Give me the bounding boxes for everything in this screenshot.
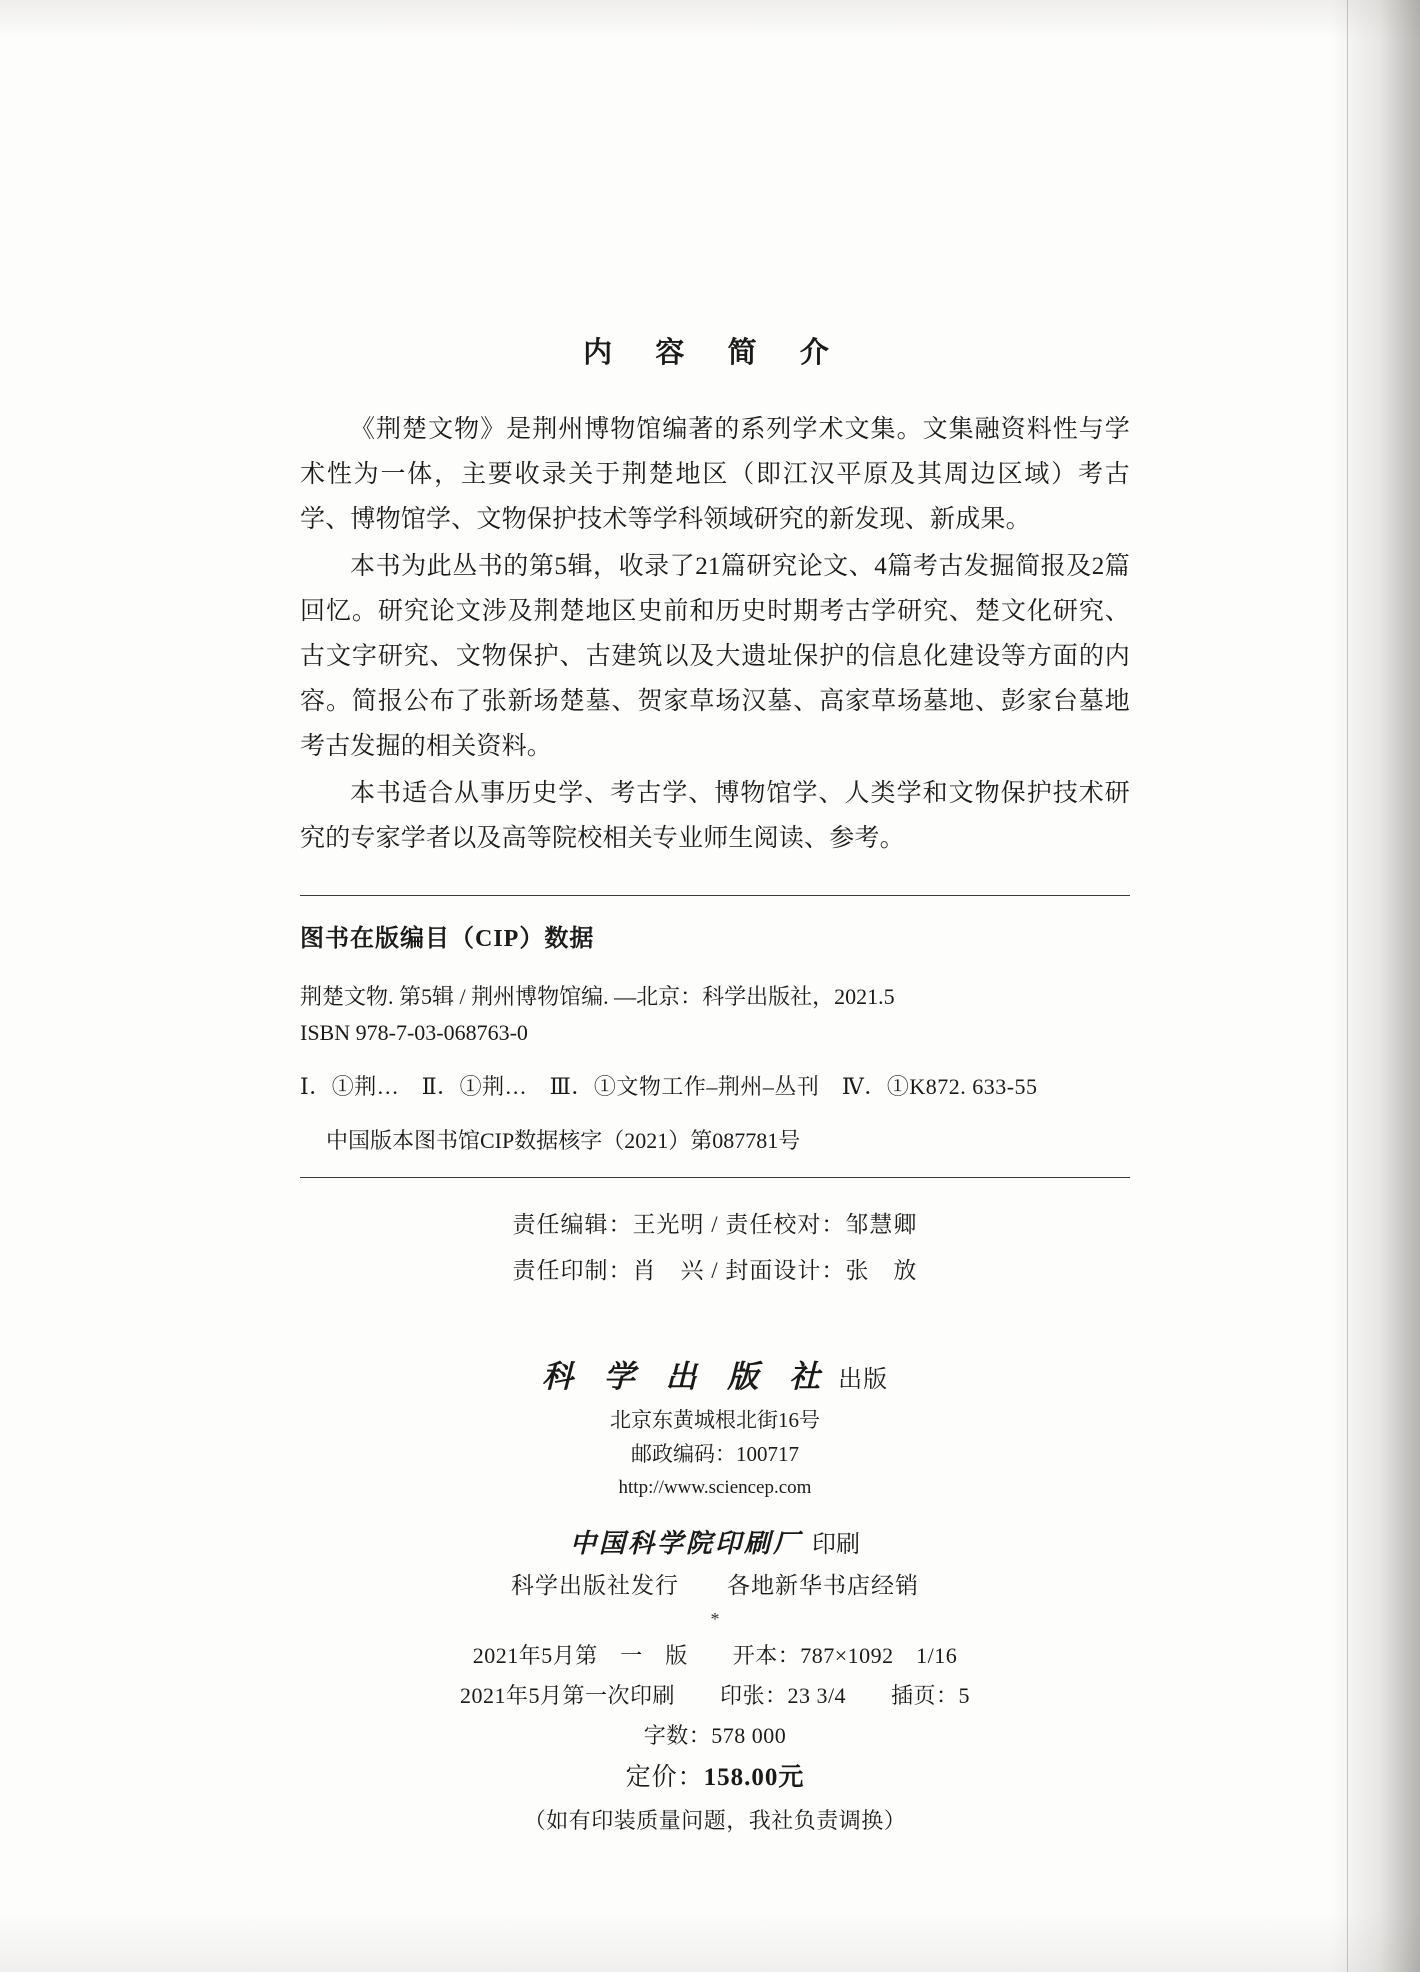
summary-paragraph-1: 《荆楚文物》是荆州博物馆编著的系列学术文集。文集融资料性与学术性为一体，主要收录关于荆楚地区（即江汉平原及其周边区域）考古学、博物馆学、文物保护技术等学科领域研究的新发现、新成果。	[300, 416, 1130, 533]
publisher-address: 北京东黄城根北街16号	[610, 1408, 820, 1432]
summary-paragraph-2: 本书为此丛书的第5辑，收录了21篇研究论文、4篇考古发掘简报及2篇回忆。研究论文涉及荆楚地区史前和历史时期考古学研究、楚文化研究、古文字研究、文物保护、古建筑以及大遗址保护的信息化建设等方面的内容。简报公布了张新场楚墓、贺家草场汉墓、高家草场墓地、彭家台墓地考古发掘的相关资料。	[300, 553, 1130, 760]
price-line	[300, 1756, 1130, 1800]
imprint-edition-line: 2021年5月第 一 版 开本：787×1092 1/16	[472, 1643, 958, 1668]
staff-line-editor: 责任编辑：王光明 / 责任校对：邹慧卿	[512, 1212, 918, 1237]
imprint-wordcount-line: 字数：578 000	[643, 1723, 787, 1748]
scan-right-edge-shadow	[1330, 0, 1420, 1972]
separator-star: *	[710, 1609, 720, 1629]
page-content	[300, 330, 1130, 1842]
cip-heading: 图书在版编目（CIP）数据	[300, 926, 595, 952]
publisher-postcode: 邮政编码：100717	[631, 1442, 799, 1466]
cip-block	[300, 896, 1130, 1159]
imprint-printing-line: 2021年5月第一次印刷 印张：23 3/4 插页：5	[459, 1683, 971, 1708]
printer-suffix: 印刷	[812, 1532, 860, 1558]
publisher-logo-row	[300, 1354, 1130, 1403]
scan-bottom-shadow	[0, 1912, 1420, 1972]
distribution-line: 科学出版社发行 各地新华书店经销	[511, 1573, 919, 1598]
page-title: 内 容 简 介	[583, 337, 847, 369]
printer-logo: 中国科学院印刷厂	[569, 1529, 802, 1559]
price-label: 定价：	[625, 1764, 704, 1791]
summary-paragraph-3: 本书适合从事历史学、考古学、博物馆学、人类学和文物保护技术研究的专家学者以及高等院校相关专业师生阅读、参考。	[300, 780, 1130, 852]
publisher-block	[300, 1294, 1130, 1505]
imprint-block	[300, 1632, 1130, 1842]
publisher-logo: 科 学 出 版 社	[541, 1359, 831, 1395]
publisher-url: http://www.sciencep.com	[618, 1477, 812, 1498]
cip-core-number: 中国版本图书馆CIP数据核字（2021）第087781号	[326, 1128, 801, 1153]
scan-page-edge-line	[1347, 0, 1348, 1972]
price-value: 158.00元	[703, 1764, 805, 1791]
staff-line-printing: 责任印制：肖 兴 / 封面设计：张 放	[512, 1258, 918, 1283]
staff-credits	[300, 1178, 1130, 1294]
cip-classification: Ⅰ．①荆… Ⅱ．①荆… Ⅲ．①文物工作–荆州–丛刊 Ⅳ．①K872. 633-55	[300, 1074, 1038, 1099]
cip-line-isbn: ISBN 978-7-03-068763-0	[300, 1020, 528, 1045]
quality-note: （如有印装质量问题，我社负责调换）	[523, 1808, 907, 1833]
publisher-logo-suffix: 出版	[838, 1367, 889, 1393]
scan-top-shadow	[0, 0, 1420, 40]
cip-spacer	[300, 1051, 1130, 1069]
printer-row	[300, 1505, 1130, 1566]
cip-line-title: 荆楚文物. 第5辑 / 荆州博物馆编. —北京：科学出版社，2021.5	[300, 984, 895, 1009]
cip-spacer-2	[300, 1105, 1130, 1123]
